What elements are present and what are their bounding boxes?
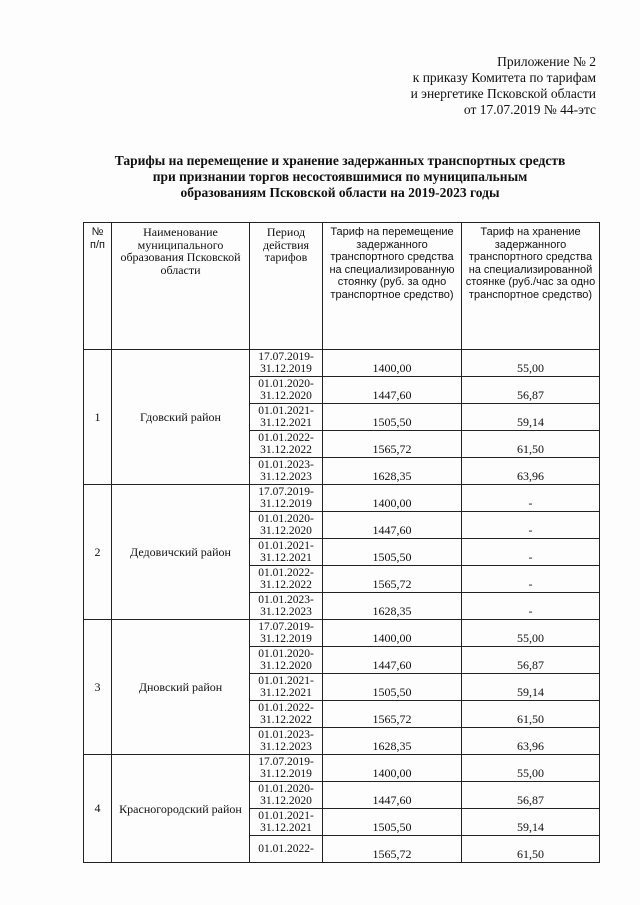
table-row	[84, 350, 600, 377]
transfer-tariff-cell: 1447,60	[323, 377, 462, 404]
period-cell: 01.01.2022-31.12.2022	[250, 566, 323, 593]
storage-tariff-cell: -	[462, 566, 600, 593]
table-row	[84, 755, 600, 782]
storage-tariff-cell: 56,87	[462, 782, 600, 809]
storage-tariff-cell: -	[462, 512, 600, 539]
column-header-transfer-tariff: Тариф на перемещение задержанного транспортного средства на специализированную стоянку (руб. за одно транспортное средство)	[323, 223, 462, 350]
column-header-number: № п/п	[84, 223, 112, 350]
storage-tariff-cell: -	[462, 593, 600, 620]
storage-tariff-cell: 59,14	[462, 404, 600, 431]
period-cell: 01.01.2020-31.12.2020	[250, 647, 323, 674]
municipality-name-cell: Красногородский район	[112, 755, 250, 863]
row-number-cell: 4	[84, 755, 112, 863]
column-header-municipality: Наименование муниципального образования Псковской области	[112, 223, 250, 350]
storage-tariff-cell: -	[462, 485, 600, 512]
period-cell: 01.01.2020-31.12.2020	[250, 782, 323, 809]
storage-tariff-cell: 59,14	[462, 809, 600, 836]
transfer-tariff-cell: 1400,00	[323, 755, 462, 782]
storage-tariff-cell: 61,50	[462, 836, 600, 863]
period-cell: 01.01.2021-31.12.2021	[250, 404, 323, 431]
tariffs-table	[83, 222, 600, 863]
period-cell: 01.01.2023-31.12.2023	[250, 458, 323, 485]
table-row	[84, 620, 600, 647]
title-line-3: образованиям Псковской области на 2019-2023 годы	[180, 185, 500, 200]
storage-tariff-cell: 61,50	[462, 431, 600, 458]
period-cell: 01.01.2022-	[250, 836, 323, 863]
table-row	[84, 485, 600, 512]
period-cell: 01.01.2021-31.12.2021	[250, 539, 323, 566]
header-line-date: от 17.07.2019 № 44-этс	[463, 102, 596, 117]
period-cell: 01.01.2020-31.12.2020	[250, 377, 323, 404]
row-number-cell: 1	[84, 350, 112, 485]
column-header-storage-tariff: Тариф на хранение задержанного транспортного средства на специализированной стоянке (руб./час за одно транспортное средство)	[462, 223, 600, 350]
period-cell: 01.01.2023-31.12.2023	[250, 728, 323, 755]
period-cell: 01.01.2021-31.12.2021	[250, 809, 323, 836]
transfer-tariff-cell: 1447,60	[323, 782, 462, 809]
transfer-tariff-cell: 1565,72	[323, 701, 462, 728]
transfer-tariff-cell: 1505,50	[323, 809, 462, 836]
header-line-appendix: Приложение № 2	[497, 54, 596, 69]
storage-tariff-cell: 63,96	[462, 728, 600, 755]
storage-tariff-cell: 55,00	[462, 620, 600, 647]
column-header-period: Период действия тарифов	[250, 223, 323, 350]
storage-tariff-cell: 56,87	[462, 377, 600, 404]
storage-tariff-cell: 55,00	[462, 350, 600, 377]
header-line-order: к приказу Комитета по тарифам	[412, 70, 596, 85]
table-body	[84, 350, 600, 863]
row-number-cell: 3	[84, 620, 112, 755]
storage-tariff-cell: 63,96	[462, 458, 600, 485]
document-title	[60, 153, 620, 201]
period-cell: 17.07.2019-31.12.2019	[250, 620, 323, 647]
order-reference-header	[411, 54, 596, 118]
storage-tariff-cell: 56,87	[462, 647, 600, 674]
transfer-tariff-cell: 1628,35	[323, 593, 462, 620]
period-cell: 01.01.2022-31.12.2022	[250, 701, 323, 728]
transfer-tariff-cell: 1400,00	[323, 350, 462, 377]
transfer-tariff-cell: 1447,60	[323, 512, 462, 539]
header-line-committee: и энергетике Псковской области	[410, 86, 596, 101]
storage-tariff-cell: 59,14	[462, 674, 600, 701]
period-cell: 17.07.2019-31.12.2019	[250, 350, 323, 377]
table-header-row	[84, 223, 600, 350]
transfer-tariff-cell: 1628,35	[323, 728, 462, 755]
transfer-tariff-cell: 1400,00	[323, 485, 462, 512]
transfer-tariff-cell: 1565,72	[323, 431, 462, 458]
storage-tariff-cell: -	[462, 539, 600, 566]
title-line-1: Тарифы на перемещение и хранение задержанных транспортных средств	[114, 153, 566, 168]
municipality-name-cell: Гдовский район	[112, 350, 250, 485]
municipality-name-cell: Дновский район	[112, 620, 250, 755]
period-cell: 01.01.2022-31.12.2022	[250, 431, 323, 458]
transfer-tariff-cell: 1400,00	[323, 620, 462, 647]
transfer-tariff-cell: 1565,72	[323, 836, 462, 863]
period-cell: 01.01.2021-31.12.2021	[250, 674, 323, 701]
transfer-tariff-cell: 1628,35	[323, 458, 462, 485]
municipality-name-cell: Дедовичский район	[112, 485, 250, 620]
title-line-2: при признании торгов несостоявшимися по муниципальным	[152, 169, 528, 184]
period-cell: 17.07.2019-31.12.2019	[250, 485, 323, 512]
period-cell: 17.07.2019-31.12.2019	[250, 755, 323, 782]
storage-tariff-cell: 55,00	[462, 755, 600, 782]
transfer-tariff-cell: 1505,50	[323, 404, 462, 431]
period-cell: 01.01.2020-31.12.2020	[250, 512, 323, 539]
transfer-tariff-cell: 1447,60	[323, 647, 462, 674]
transfer-tariff-cell: 1565,72	[323, 566, 462, 593]
transfer-tariff-cell: 1505,50	[323, 539, 462, 566]
storage-tariff-cell: 61,50	[462, 701, 600, 728]
row-number-cell: 2	[84, 485, 112, 620]
transfer-tariff-cell: 1505,50	[323, 674, 462, 701]
period-cell: 01.01.2023-31.12.2023	[250, 593, 323, 620]
